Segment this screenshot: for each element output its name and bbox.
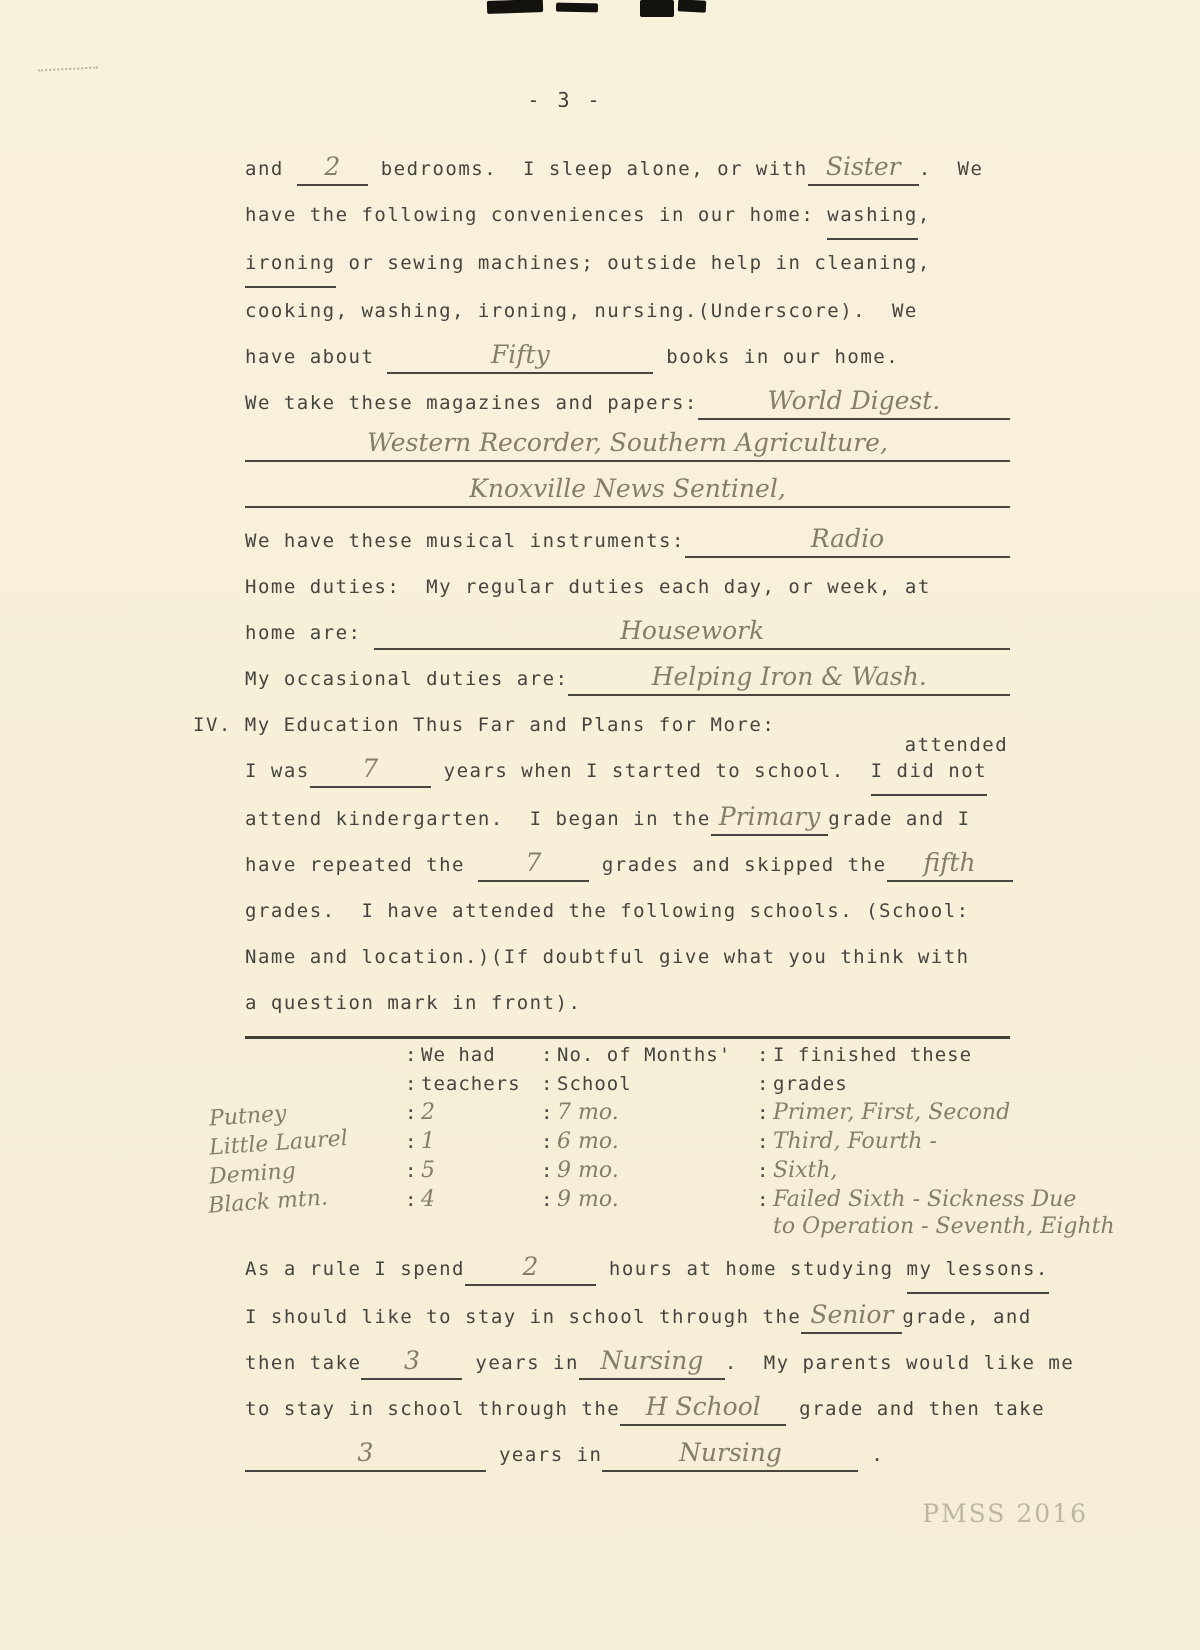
scan-artifact (678, 0, 707, 13)
typed-text: , (917, 204, 931, 226)
inserted-word-above: attended (904, 734, 1009, 756)
text-line (245, 656, 1010, 702)
teachers-count-entry: 5 (421, 1158, 435, 1183)
grades-finished-entry: Third, Fourth - (773, 1129, 937, 1154)
school-name-entry: Black mtn. (207, 1185, 329, 1219)
typed-text: grades and skipped the (588, 854, 887, 876)
typed-text: grades. I have attended the following schools. (School: (245, 900, 970, 922)
column-separator: : (757, 1102, 770, 1124)
handwritten-entry: 3 (245, 1436, 486, 1472)
handwritten-entry: Senior (801, 1298, 902, 1334)
column-separator: : (405, 1160, 418, 1182)
months-of-school-entry: 9 mo. (557, 1187, 619, 1212)
text-line (245, 842, 1010, 888)
form-text-block (245, 1246, 1075, 1478)
table-header-cell: School (557, 1073, 632, 1095)
page-number: - 3 - (527, 88, 603, 112)
handwritten-entry: World Digest. (698, 384, 1010, 420)
teachers-count-entry: 2 (421, 1100, 435, 1125)
watermark: PMSS 2016 (922, 1499, 1088, 1528)
typed-text: cooking, washing, ironing, nursing.(Underscore). We (245, 300, 918, 322)
text-line (245, 240, 1010, 288)
table-header-cell: I finished these (773, 1044, 973, 1066)
typed-text: I was (245, 760, 310, 782)
handwritten-entry: Nursing (602, 1436, 858, 1472)
text-line (245, 1340, 1075, 1386)
typed-text: hours at home studying (595, 1258, 907, 1280)
text-line (245, 1386, 1046, 1432)
school-name-entry: Little Laurel (208, 1126, 349, 1161)
typed-text: We take these magazines and papers: (245, 392, 698, 414)
column-separator: : (757, 1160, 770, 1182)
text-line (245, 192, 1010, 240)
handwritten-entry: 3 (361, 1344, 462, 1380)
handwritten-entry: Primary (711, 800, 828, 836)
text-line (245, 380, 1010, 426)
typed-text: or sewing machines; outside help in cleaning, (335, 252, 931, 274)
typed-text: Home duties: My regular duties each day, or week, at (245, 576, 931, 598)
scan-artifact (556, 3, 598, 13)
school-name-entry: Deming (208, 1158, 297, 1190)
column-separator: : (541, 1102, 554, 1124)
typed-text: home are: (245, 622, 375, 644)
text-line (245, 796, 1010, 842)
typed-text: years in (486, 1444, 603, 1466)
column-separator: : (541, 1073, 554, 1095)
table-header-cell: grades (773, 1073, 848, 1095)
column-separator: : (757, 1189, 770, 1211)
column-separator: : (541, 1160, 554, 1182)
handwritten-entry: 7 (478, 846, 589, 882)
text-line (245, 426, 1010, 472)
column-separator: : (757, 1044, 770, 1066)
typed-text: years when I started to school. (430, 760, 871, 782)
handwritten-entry: 2 (297, 150, 368, 186)
column-separator: : (405, 1073, 418, 1095)
typed-text: bedrooms. I sleep alone, or with (367, 158, 808, 180)
typed-text: As a rule I spend (245, 1258, 465, 1280)
grades-finished-entry: Sixth, (773, 1158, 838, 1183)
column-separator: : (405, 1189, 418, 1211)
typed-text: grade and I (828, 808, 971, 830)
text-line (245, 518, 1010, 564)
typed-text: We have these musical instruments: (245, 530, 685, 552)
column-separator: : (757, 1073, 770, 1095)
typed-underlined-text: I did not attended (871, 748, 987, 796)
grades-finished-entry: Primer, First, Second (773, 1100, 1011, 1125)
column-separator: : (541, 1131, 554, 1153)
typed-text: and (245, 158, 297, 180)
text-line (245, 288, 1010, 334)
pencil-mark (38, 58, 98, 71)
months-of-school-entry: 7 mo. (557, 1100, 619, 1125)
text-line (245, 1432, 1010, 1478)
typed-text: . (858, 1444, 885, 1466)
column-separator: : (541, 1189, 554, 1211)
handwritten-entry: 2 (465, 1250, 596, 1286)
typed-text: IV. My Education Thus Far and Plans for More: (193, 714, 776, 736)
text-line (245, 734, 1010, 796)
typed-text: . My parents would like me (724, 1352, 1075, 1374)
typed-text: . We (918, 158, 984, 180)
table-grid (205, 1041, 1115, 1240)
column-separator: : (541, 1044, 554, 1066)
typed-text: have about (245, 346, 388, 368)
scan-artifact (487, 0, 543, 14)
typed-underlined-text: ironing (245, 240, 336, 288)
typed-text: attend kindergarten. I began in the (245, 808, 711, 830)
typed-text: My occasional duties are: (245, 668, 569, 690)
form-text-block (193, 146, 1010, 1026)
column-separator: : (405, 1131, 418, 1153)
text-line (245, 472, 1010, 518)
column-separator: : (405, 1102, 418, 1124)
handwritten-entry: Knoxville News Sentinel, (245, 472, 1010, 508)
typed-text: books in our home. (653, 346, 900, 368)
school-name-entry: Putney (208, 1101, 288, 1132)
typed-text: grade, and (902, 1306, 1032, 1328)
handwritten-entry: H School (620, 1390, 786, 1426)
typed-text: years in (462, 1352, 579, 1374)
table-header-cell: We had (421, 1044, 496, 1066)
table-header-cell: teachers (421, 1073, 521, 1095)
text-line (245, 934, 1010, 980)
text-line (245, 888, 1010, 934)
typed-text: then take (245, 1352, 362, 1374)
text-line (193, 702, 1010, 748)
text-line (245, 1294, 1032, 1340)
typed-text: a question mark in front). (245, 992, 582, 1014)
column-separator: : (757, 1131, 770, 1153)
form-body (193, 146, 1115, 1478)
schools-table (205, 1036, 1115, 1240)
text-line (245, 610, 1010, 656)
handwritten-entry: Western Recorder, Southern Agriculture, (245, 426, 1010, 462)
handwritten-entry: fifth (887, 846, 1013, 882)
table-header-cell: No. of Months' (557, 1044, 732, 1066)
handwritten-entry: Sister (808, 150, 919, 186)
handwritten-entry: Fifty (387, 338, 653, 374)
typed-text: grade and then take (786, 1398, 1046, 1420)
column-separator: : (405, 1044, 418, 1066)
table-margin-cell (205, 1041, 405, 1070)
typed-text: have repeated the (245, 854, 478, 876)
typed-text: Name and location.)(If doubtful give what you think with (245, 946, 970, 968)
months-of-school-entry: 6 mo. (557, 1129, 619, 1154)
handwritten-entry: Nursing (579, 1344, 725, 1380)
typed-text: have the following conveniences in our home: (245, 204, 828, 226)
text-line (245, 334, 1010, 380)
text-line (245, 564, 1010, 610)
teachers-count-entry: 1 (421, 1129, 435, 1154)
typed-underlined-text: my lessons. (907, 1246, 1049, 1294)
handwritten-entry: Housework (374, 614, 1010, 650)
typed-text: I should like to stay in school through the (245, 1306, 802, 1328)
handwritten-entry: Helping Iron & Wash. (568, 660, 1010, 696)
text-line (245, 980, 1010, 1026)
typed-underlined-text: washing (827, 192, 918, 240)
table-top-rule (245, 1036, 1010, 1039)
typed-text: to stay in school through the (245, 1398, 621, 1420)
handwritten-entry: Radio (685, 522, 1010, 558)
text-line (245, 1246, 1049, 1294)
teachers-count-entry: 4 (421, 1187, 435, 1212)
months-of-school-entry: 9 mo. (557, 1158, 619, 1183)
handwritten-entry: 7 (310, 752, 431, 788)
text-line (245, 146, 1010, 192)
grades-finished-entry: Failed Sixth - Sickness Due to Operation - Seventh, Eighth (773, 1187, 1115, 1239)
scan-artifact (640, 0, 674, 17)
